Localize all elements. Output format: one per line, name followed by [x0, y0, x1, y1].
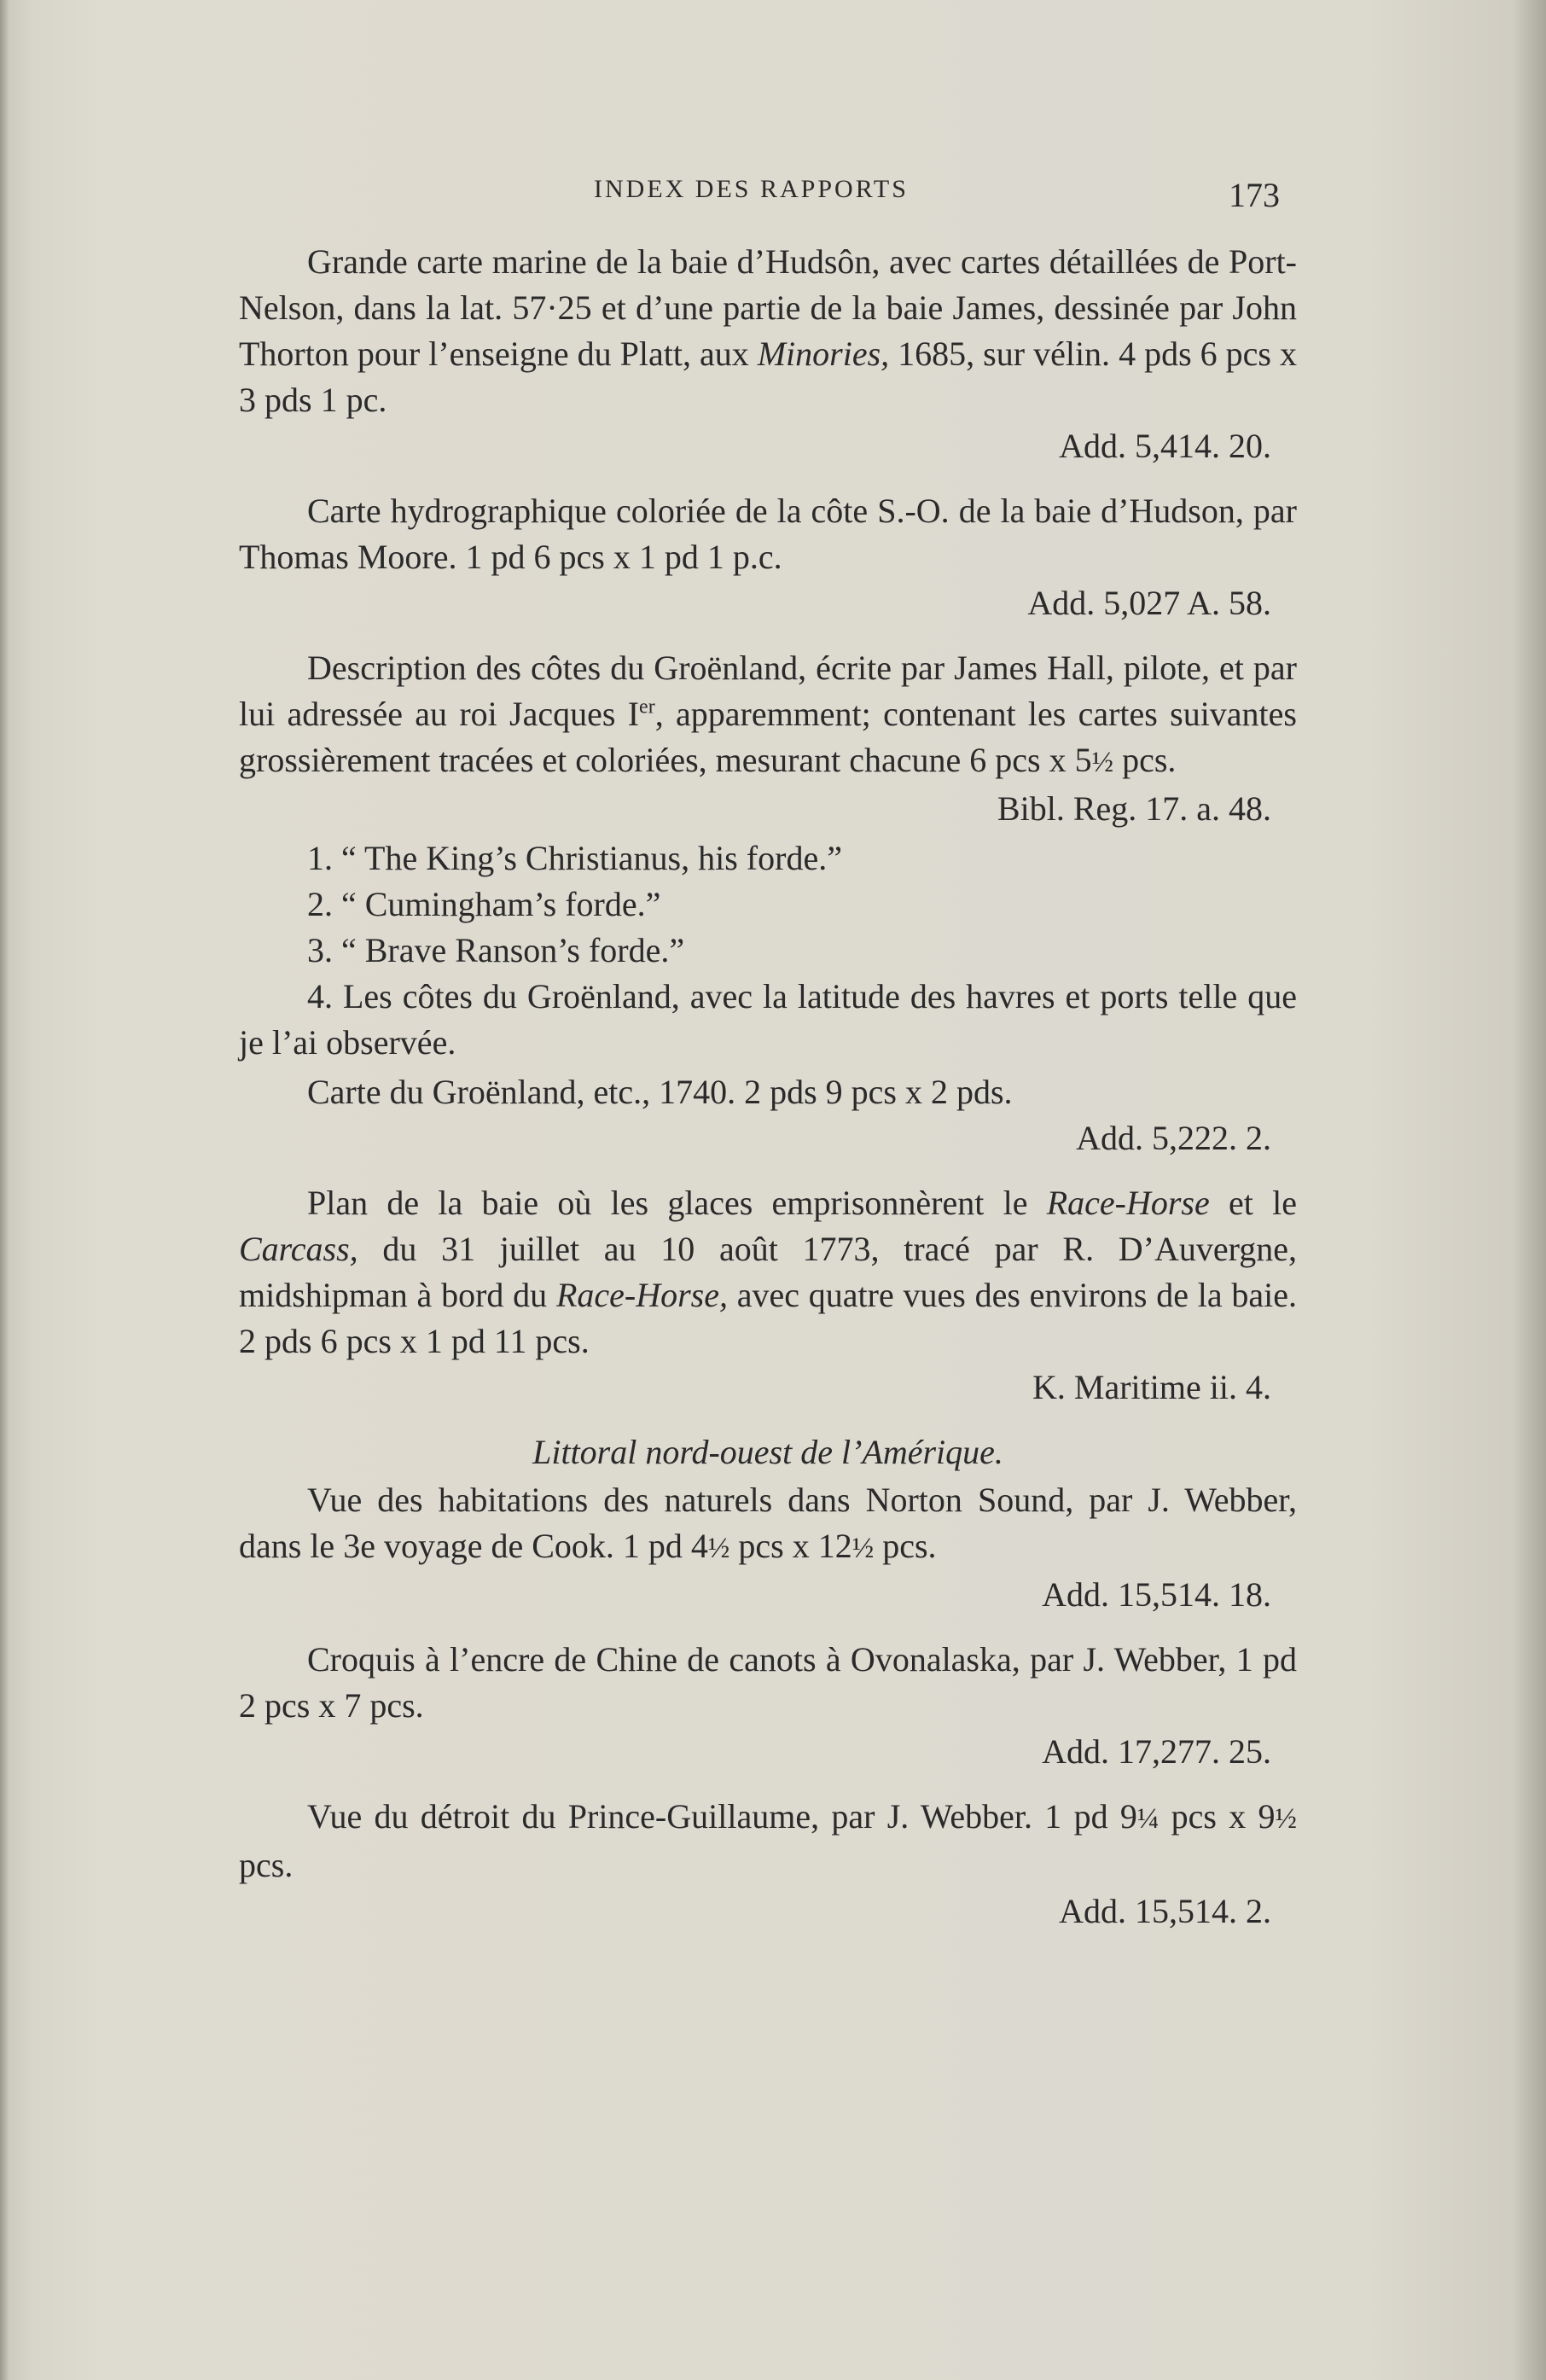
section-title: Littoral nord-ouest de l’Amérique.	[532, 1433, 1003, 1471]
entry-ovonalaska-canoes	[239, 1637, 1297, 1775]
catalog-reference: Bibl. Reg. 17. a. 48.	[997, 789, 1271, 828]
entry-greenland-description	[239, 645, 1297, 1066]
catalog-reference: Add. 15,514. 2.	[1059, 1892, 1271, 1930]
catalog-reference: Add. 5,222. 2.	[1076, 1119, 1271, 1157]
list-item: 4. Les côtes du Groënland, avec la latitude des havres et ports telle que je l’ai observée.	[239, 977, 1297, 1062]
entry-norton-sound	[239, 1477, 1297, 1618]
entry-text: Plan de la baie où les glaces emprisonnèrent le Race-Horse et le Carcass, du 31 juillet au 10 août 1773, tracé par R. D’Auvergne, midshipman à bord du Race-Horse, avec quatre vues des environs de la baie. 2 pds 6 pcs x 1 pd 11 pcs.	[239, 1184, 1298, 1360]
entry-text: Vue des habitations des naturels dans Norton Sound, par J. Webber, dans le 3e voyage de Cook. 1 pd 4½ pcs x 12½ pcs.	[239, 1481, 1297, 1565]
page-number: 173	[1229, 176, 1280, 214]
page-edge-shadow	[1512, 0, 1546, 2380]
page-header	[0, 175, 1546, 214]
list-item: 2. “ Cumingham’s forde.”	[307, 885, 661, 923]
list-item: 1. “ The King’s Christianus, his forde.”	[307, 839, 842, 877]
entry-text: Carte hydrographique coloriée de la côte S.-O. de la baie d’Hudson, par Thomas Moore. 1 pd 6 pcs x 1 pd 1 p.c.	[239, 492, 1297, 576]
entry-text: Carte du Groënland, etc., 1740. 2 pds 9 pcs x 2 pds.	[307, 1073, 1013, 1111]
entry-text: Vue du détroit du Prince-Guillaume, par J. Webber. 1 pd 9¼ pcs x 9½ pcs.	[239, 1797, 1297, 1884]
page-content	[239, 239, 1297, 1953]
map-list	[239, 835, 1297, 1066]
catalog-reference: Add. 15,514. 18.	[1042, 1575, 1271, 1614]
entry-prince-william-strait	[239, 1794, 1297, 1935]
catalog-reference: Add. 5,027 A. 58.	[1027, 584, 1271, 622]
entry-text: Description des côtes du Groënland, écrite par James Hall, pilote, et par lui adressée au roi Jacques Ier, apparemment; contenant les cartes suivantes grossièrement tracées et coloriées, mesurant chacune 6 pcs x 5½ pcs.	[239, 649, 1297, 779]
catalog-reference: Add. 5,414. 20.	[1059, 427, 1271, 465]
entry-greenland-map-1740	[239, 1069, 1297, 1161]
book-spine-shadow	[0, 0, 9, 2380]
entry-hudson-marine-chart	[239, 239, 1297, 469]
list-item: 3. “ Brave Ranson’s forde.”	[307, 931, 685, 969]
entry-text: Croquis à l’encre de Chine de canots à Ovonalaska, par J. Webber, 1 pd 2 pcs x 7 pcs.	[239, 1640, 1297, 1725]
entry-hydrographic-chart	[239, 488, 1297, 626]
entry-ice-bay-plan	[239, 1180, 1297, 1411]
running-title: INDEX DES RAPPORTS	[594, 175, 909, 203]
entry-text: Grande carte marine de la baie d’Hudsôn, avec cartes détaillées de Port-Nelson, dans la lat. 57·25 et d’une partie de la baie James, dessinée par John Thorton pour l’enseigne du Platt, aux Minories, 1685, sur vélin. 4 pds 6 pcs x 3 pds 1 pc.	[239, 242, 1297, 419]
catalog-reference: K. Maritime ii. 4.	[1032, 1368, 1271, 1406]
catalog-reference: Add. 17,277. 25.	[1042, 1732, 1271, 1771]
